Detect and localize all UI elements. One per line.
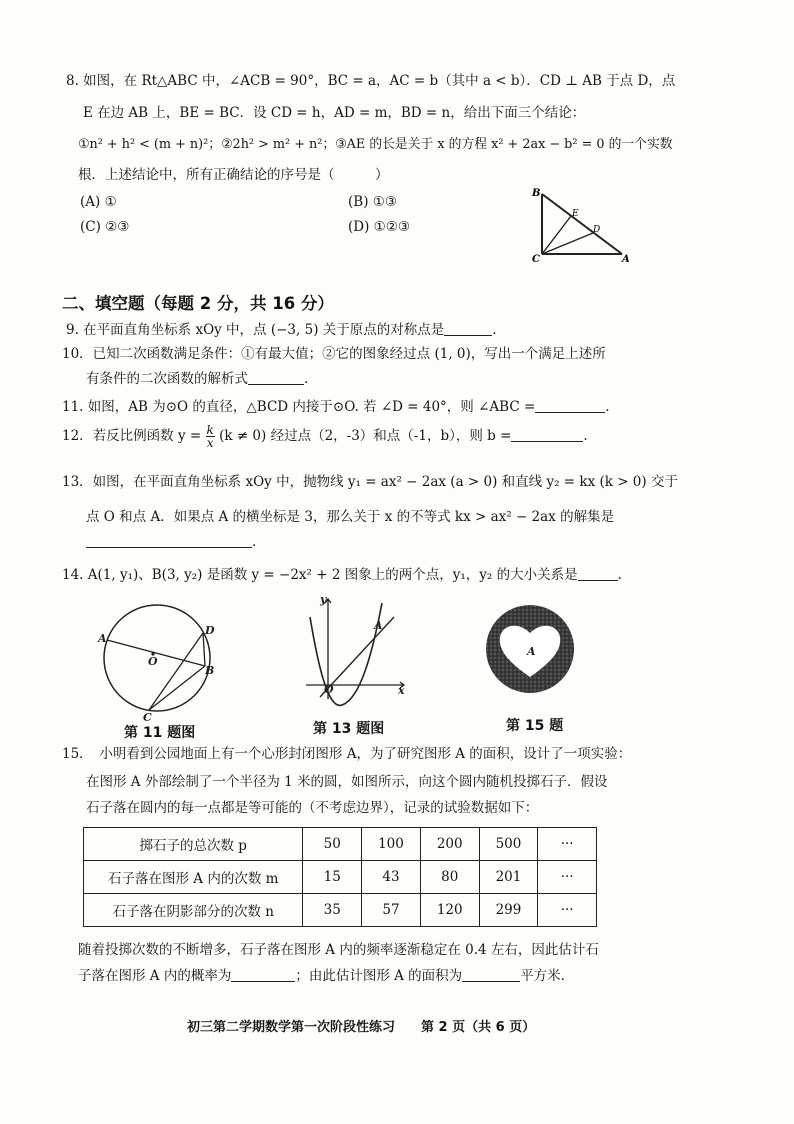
- q9-end: .: [492, 322, 497, 338]
- fig15-label-a: A: [527, 645, 536, 658]
- table-cell: 35: [303, 894, 362, 927]
- q10-line1: 10．已知二次函数满足条件：①有最大值；②它的图象经过点 (1, 0)，写出一个满足上述所: [62, 346, 606, 362]
- q8-label-a: A: [622, 254, 630, 265]
- fig11-label-d: D: [205, 624, 215, 637]
- q8-line2: E 在边 AB 上，BE = BC．设 CD = h，AD = m，BD = n，给出下面三个结论：: [83, 105, 586, 121]
- q11-text: 11. 如图，AB 为⊙O 的直径，△BCD 内接于⊙O. 若 ∠D = 40°，则 ∠ABC =: [62, 399, 536, 415]
- table-cell: 120: [420, 894, 479, 927]
- q11-blank: [535, 412, 605, 413]
- table-cell: 500: [479, 828, 538, 861]
- q14-text: 14. A(1, y₁)、B(3, y₂) 是函数 y = −2x² + 2 图象上的两个点，y₁，y₂ 的大小关系是: [62, 567, 578, 583]
- figure-13-parabola: [298, 595, 418, 705]
- q15-after2-a: 子落在图形 A 内的概率为: [78, 968, 232, 984]
- q14: [62, 569, 622, 583]
- table-cell: 201: [479, 861, 538, 894]
- q14-end: .: [617, 567, 622, 583]
- q15-blank-probability: [231, 981, 295, 982]
- q12-frac-num: k: [206, 423, 214, 437]
- table-row-label: 掷石子的总次数 p: [84, 828, 303, 861]
- q11: [62, 401, 610, 415]
- q8-label-c: C: [532, 254, 540, 265]
- q15-after2: [78, 970, 565, 984]
- table-row: [84, 861, 597, 894]
- table-row: [84, 828, 597, 861]
- q12: [62, 424, 588, 449]
- q10-text: 有条件的二次函数的解析式: [86, 371, 248, 387]
- figure-13-caption: 第 13 题图: [313, 721, 385, 737]
- table-cell: 80: [420, 861, 479, 894]
- q13-blank: [86, 547, 252, 548]
- q15-line3: 石子落在圆内的每一点都是等可能的（不考虑边界），记录的试验数据如下：: [86, 800, 539, 816]
- table-cell: ···: [538, 861, 597, 894]
- table-row-label: 石子落在图形 A 内的次数 m: [84, 861, 303, 894]
- q13-end: .: [252, 534, 257, 550]
- table-cell: 100: [362, 828, 421, 861]
- figure-15-caption: 第 15 题: [506, 718, 564, 734]
- fig11-label-o: O: [148, 655, 158, 668]
- q10-blank: [248, 384, 304, 385]
- fig13-label-a: A: [374, 619, 383, 632]
- q11-end: .: [605, 399, 610, 415]
- q15-data-table: [83, 827, 597, 927]
- q8-option-a: (A) ①: [80, 194, 117, 210]
- fig11-label-a: A: [98, 632, 107, 645]
- q15-after1: 随着投掷次数的不断增多，石子落在图形 A 内的频率逐渐稳定在 0.4 左右，因此估计石: [78, 942, 599, 958]
- q8-option-c: (C) ②③: [80, 219, 130, 235]
- fig11-label-c: C: [143, 711, 152, 724]
- q15-blank-area: [462, 981, 520, 982]
- q13-line2: 点 O 和点 A．如果点 A 的横坐标是 3，那么关于 x 的不等式 kx > ax² − 2ax 的解集是: [86, 509, 615, 525]
- q12-pre: 12．若反比例函数 y =: [62, 428, 202, 444]
- section-title: 二、填空题（每题 2 分，共 16 分）: [62, 294, 334, 313]
- q15-after2-b: ；由此估计图形 A 的面积为: [295, 968, 463, 984]
- q8-label-d: D: [593, 225, 601, 235]
- q15-after2-c: 平方米.: [520, 968, 565, 984]
- q12-post: (k ≠ 0) 经过点（2，-3）和点（-1，b），则 b =: [219, 428, 512, 444]
- q9-blank: [444, 335, 492, 336]
- q8-option-d: (D) ①②③: [348, 219, 410, 235]
- table-cell: ···: [538, 894, 597, 927]
- fig11-label-b: B: [205, 664, 215, 677]
- q12-blank: [511, 441, 583, 442]
- q8-line3: ①n² + h² < (m + n)²；②2h² > m² + n²；③AE 的长是关于 x 的方程 x² + 2ax − b² = 0 的一个实数: [78, 137, 673, 152]
- table-row-label: 石子落在阴影部分的次数 n: [84, 894, 303, 927]
- q12-fraction: [206, 424, 215, 449]
- q10-end: .: [304, 371, 309, 387]
- q8-option-b: (B) ①③: [348, 194, 397, 210]
- figure-11-caption: 第 11 题图: [124, 725, 196, 741]
- figure-11-circle: [95, 600, 235, 724]
- table-cell: 57: [362, 894, 421, 927]
- table-cell: 299: [479, 894, 538, 927]
- q8-line4: 根．上述结论中，所有正确结论的序号是（ ）: [78, 167, 389, 183]
- q8-line1: 8. 如图，在 Rt△ABC 中，∠ACB = 90°，BC = a，AC = b（其中 a < b）．CD ⊥ AB 于点 D，点: [66, 73, 676, 89]
- table-cell: ···: [538, 828, 597, 861]
- table-cell: 43: [362, 861, 421, 894]
- q8-label-e: E: [572, 209, 579, 219]
- q8-label-b: B: [532, 188, 541, 199]
- table-row: [84, 894, 597, 927]
- q13-line1: 13．如图，在平面直角坐标系 xOy 中，抛物线 y₁ = ax² − 2ax (a > 0) 和直线 y₂ = kx (k > 0) 交于: [62, 474, 678, 490]
- q12-frac-den: x: [206, 436, 214, 450]
- q12-end: .: [583, 428, 588, 444]
- figure-15-heart-circle: [482, 601, 582, 701]
- q9: [66, 324, 497, 338]
- table-cell: 50: [303, 828, 362, 861]
- page-footer: 初三第二学期数学第一次阶段性练习 第 2 页（共 6 页）: [187, 1020, 536, 1035]
- fig13-label-o: O: [324, 683, 334, 696]
- q10-line2: [86, 373, 308, 387]
- q14-blank: [578, 580, 618, 581]
- fig13-label-x: x: [398, 684, 405, 697]
- table-cell: 200: [420, 828, 479, 861]
- q8-triangle-figure: [528, 186, 648, 266]
- q9-text: 9. 在平面直角坐标系 xOy 中，点 (−3, 5) 关于原点的对称点是: [66, 322, 445, 338]
- q15-line2: 在图形 A 外部绘制了一个半径为 1 米的圆，如图所示，向这个圆内随机投掷石子．假设: [86, 774, 608, 790]
- q13-line3: [86, 536, 256, 550]
- q15-line1: 15． 小明看到公园地面上有一个心形封闭图形 A，为了研究图形 A 的面积，设计了一项实验：: [62, 746, 632, 762]
- fig13-label-y: y: [320, 593, 327, 606]
- table-cell: 15: [303, 861, 362, 894]
